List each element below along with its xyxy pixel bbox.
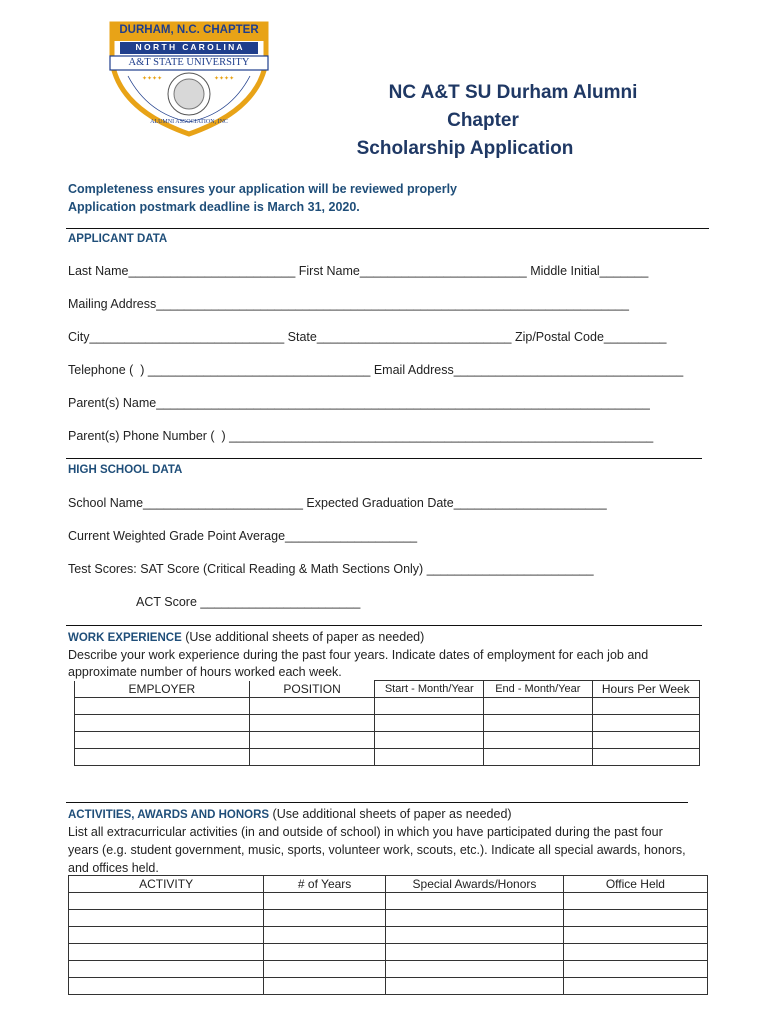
table-cell[interactable] [249,732,375,749]
table-cell[interactable] [69,978,264,995]
parent-name-field[interactable]: Parent(s) Name_______________________________________________________________________ [68,396,650,410]
applicant-heading: APPLICANT DATA [68,233,168,245]
table-cell[interactable] [375,732,484,749]
table-cell[interactable] [592,715,699,732]
table-cell[interactable] [264,944,386,961]
activities-description-2: years (e.g. student government, music, sports, volunteer work, scouts, etc.). Indicate all special awards, honors, [68,843,686,857]
table-cell[interactable] [69,944,264,961]
table-row [75,732,700,749]
col-start: Start - Month/Year [375,681,484,698]
work-heading-row [68,629,424,647]
table-cell[interactable] [563,978,707,995]
high-school-heading: HIGH SCHOOL DATA [68,464,183,476]
table-cell[interactable] [375,749,484,766]
table-cell[interactable] [249,698,375,715]
title-line-1: NC A&T SU Durham Alumni [388,82,638,103]
table-cell[interactable] [69,910,264,927]
work-description-2: approximate number of hours worked each week. [68,665,342,679]
table-cell[interactable] [75,732,250,749]
work-table [74,680,700,766]
table-cell[interactable] [563,893,707,910]
table-row [69,978,708,995]
svg-text:✦✦✦✦: ✦✦✦✦ [142,76,163,82]
work-heading: WORK EXPERIENCE [68,632,182,644]
table-cell[interactable] [375,698,484,715]
activities-table [68,875,708,995]
activities-description-3: and offices held. [68,861,159,875]
table-row [69,910,708,927]
table-cell[interactable] [264,961,386,978]
table-cell[interactable] [69,961,264,978]
section-divider [66,802,688,803]
logo-association-text: ALUMNI ASSOCIATION, INC [150,119,228,125]
table-cell[interactable] [386,944,564,961]
table-header-row [69,876,708,893]
activities-heading-note: (Use additional sheets of paper as needed) [269,807,512,821]
col-position: POSITION [249,681,375,698]
table-cell[interactable] [75,749,250,766]
activities-description-1: List all extracurricular activities (in and outside of school) in which you have participated during the past four [68,825,663,839]
table-cell[interactable] [592,732,699,749]
parent-phone-field[interactable]: Parent(s) Phone Number ( ) _____________________________________________________________ [68,429,654,443]
title-line-2: Chapter [447,110,519,131]
table-cell[interactable] [563,927,707,944]
gpa-field[interactable]: Current Weighted Grade Point Average___________________ [68,529,418,543]
section-divider [66,458,702,459]
work-heading-note: (Use additional sheets of paper as needed) [181,630,425,644]
table-cell[interactable] [386,961,564,978]
table-cell[interactable] [563,944,707,961]
work-description-1: Describe your work experience during the past four years. Indicate dates of employment for each job and [68,648,649,662]
city-state-zip-field[interactable]: City____________________________ State____________________________ Zip/Postal Code_________ [68,330,667,344]
svg-text:✦✦✦✦: ✦✦✦✦ [214,76,235,82]
school-graduation-field[interactable]: School Name_______________________ Expected Graduation Date______________________ [68,496,607,510]
table-row [69,927,708,944]
mailing-address-field[interactable]: Mailing Address____________________________________________________________________ [68,297,629,311]
col-years: # of Years [264,876,386,893]
section-divider [66,228,709,229]
table-row [75,749,700,766]
table-cell[interactable] [386,893,564,910]
title-line-3: Scholarship Application [356,138,574,159]
table-cell[interactable] [75,698,250,715]
table-cell[interactable] [386,927,564,944]
table-cell[interactable] [484,732,593,749]
table-row [75,698,700,715]
notice-deadline: Application postmark deadline is March 31, 2020. [68,200,360,214]
chapter-logo [108,18,270,138]
activities-heading: ACTIVITIES, AWARDS AND HONORS [68,809,270,821]
table-header-row [75,681,700,698]
table-cell[interactable] [75,715,250,732]
name-field-line[interactable]: Last Name________________________ First Name________________________ Middle Initial_______ [68,264,649,278]
table-cell[interactable] [69,927,264,944]
table-cell[interactable] [563,910,707,927]
section-divider [66,625,702,626]
table-cell[interactable] [264,893,386,910]
table-cell[interactable] [264,927,386,944]
col-activity: ACTIVITY [69,876,264,893]
table-cell[interactable] [386,910,564,927]
table-row [75,715,700,732]
table-cell[interactable] [375,715,484,732]
table-cell[interactable] [249,715,375,732]
col-employer: EMPLOYER [75,681,250,698]
table-cell[interactable] [484,749,593,766]
logo-chapter-text: DURHAM, N.C. CHAPTER [119,24,259,36]
table-row [69,944,708,961]
sat-score-field[interactable]: Test Scores: SAT Score (Critical Reading & Math Sections Only) ________________________ [68,562,594,576]
table-cell[interactable] [69,893,264,910]
logo-university-text: A&T STATE UNIVERSITY [128,57,250,68]
table-row [69,893,708,910]
col-awards: Special Awards/Honors [386,876,564,893]
table-cell[interactable] [249,749,375,766]
col-hours: Hours Per Week [592,681,699,698]
logo-state-text: N O R T H C A R O L I N A [135,42,243,52]
table-row [69,961,708,978]
table-cell[interactable] [484,715,593,732]
table-cell[interactable] [386,978,564,995]
telephone-email-field[interactable]: Telephone ( ) ________________________________ Email Address_________________________________ [68,363,684,377]
table-cell[interactable] [563,961,707,978]
activities-heading-row [68,806,512,824]
act-score-field[interactable]: ACT Score _______________________ [136,595,361,609]
table-cell[interactable] [264,910,386,927]
table-cell[interactable] [592,698,699,715]
table-cell[interactable] [484,698,593,715]
col-office: Office Held [563,876,707,893]
table-cell[interactable] [592,749,699,766]
table-cell[interactable] [264,978,386,995]
notice-completeness: Completeness ensures your application will be reviewed properly [68,182,458,196]
col-end: End - Month/Year [484,681,593,698]
